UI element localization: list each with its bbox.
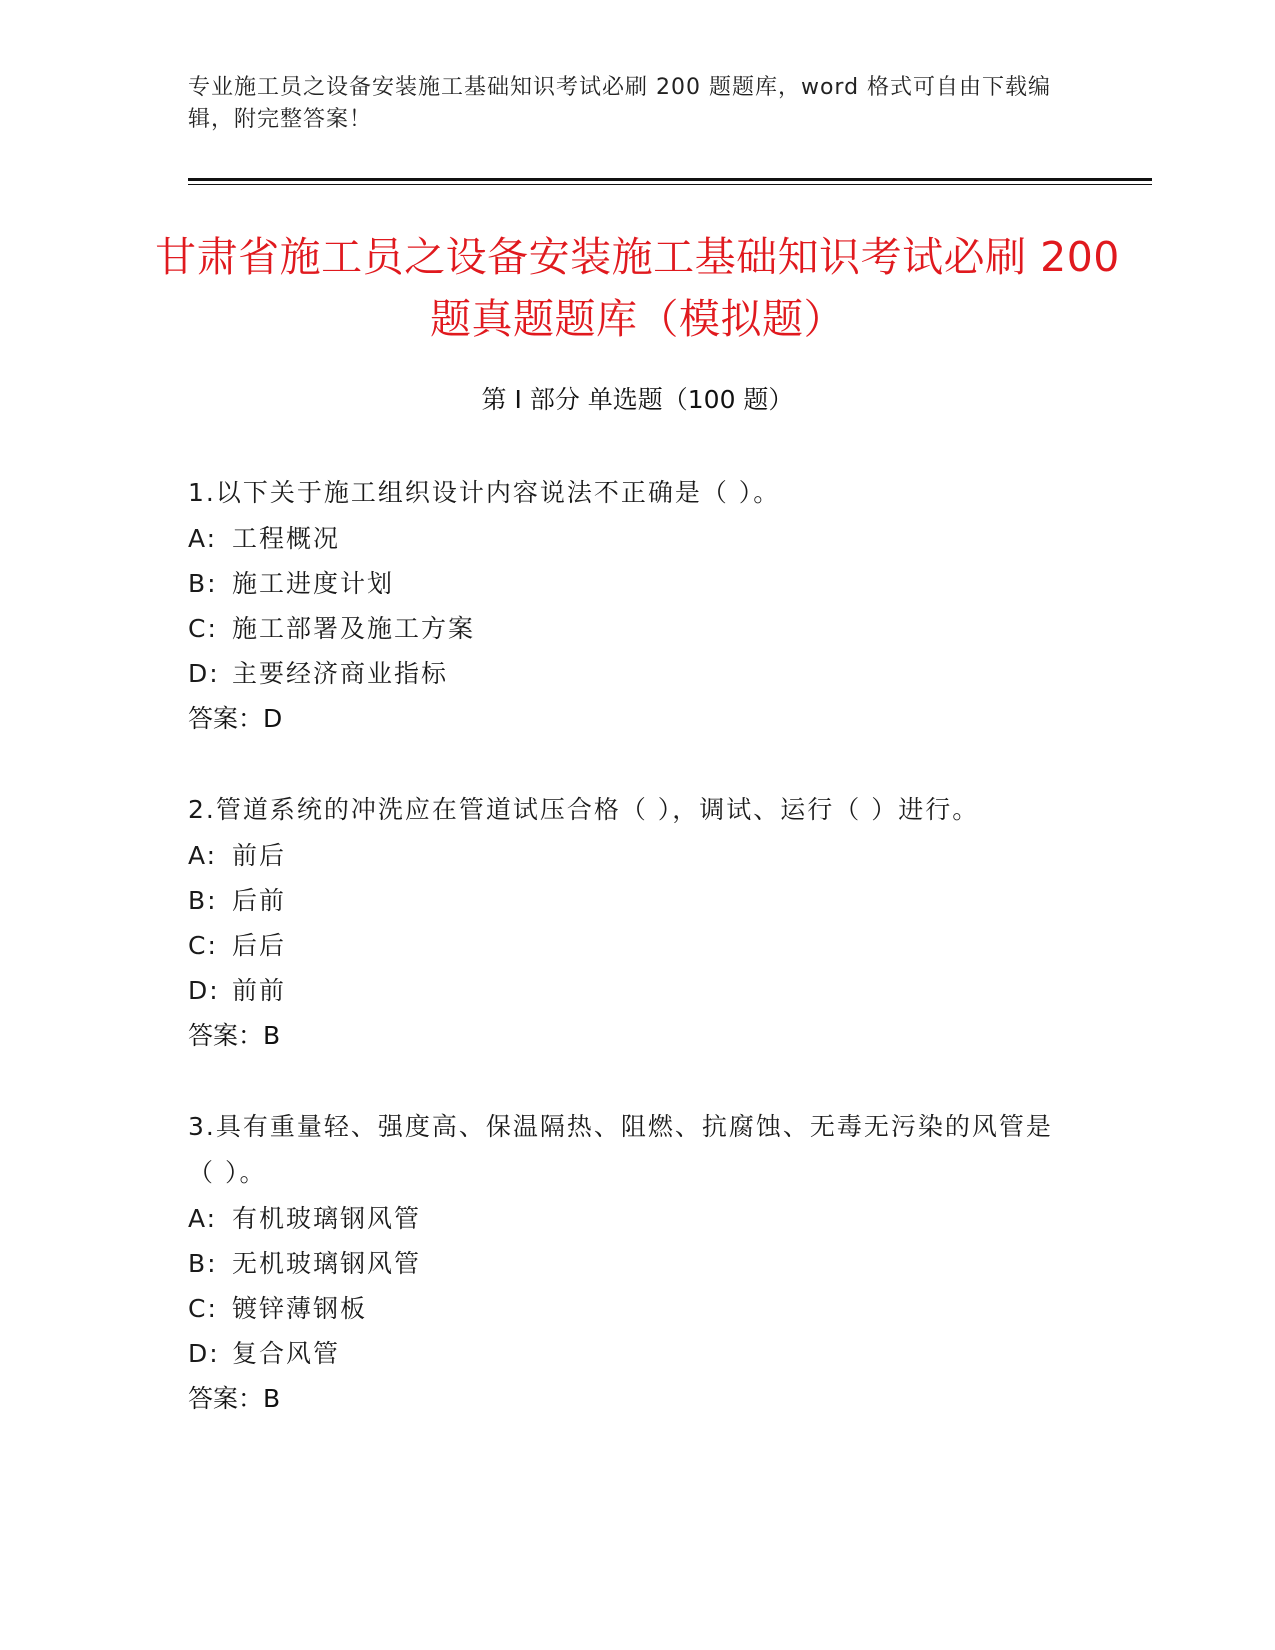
option-d (188, 651, 1068, 696)
option-key: B: (188, 886, 218, 915)
option-text: 前后 (232, 841, 287, 870)
option-c (188, 923, 1068, 968)
section-heading: 第 I 部分 单选题（100 题） (481, 385, 794, 414)
option-b (188, 1241, 1068, 1286)
option-text: 工程概况 (232, 524, 341, 553)
option-a (188, 516, 1068, 561)
option-key: A: (188, 841, 218, 870)
option-key: C: (188, 1294, 218, 1323)
question-stem: 2.管道系统的冲洗应在管道试压合格（ ），调试、运行（ ）进行。 (188, 795, 980, 824)
option-key: A: (188, 1204, 218, 1233)
option-text: 后后 (232, 931, 287, 960)
option-text: 镀锌薄钢板 (232, 1294, 368, 1323)
option-text: 后前 (232, 886, 287, 915)
header-note: 专业施工员之设备安装施工基础知识考试必刷 200 题题库，word 格式可自由下载编辑，附完整答案！ (188, 75, 1052, 132)
document-title: 甘肃省施工员之设备安装施工基础知识考试必刷 200 题真题题库（模拟题） (155, 233, 1120, 343)
option-text: 前前 (232, 976, 287, 1005)
option-key: D: (188, 659, 220, 688)
option-a (188, 833, 1068, 878)
answer: 答案：D (188, 704, 283, 733)
option-key: A: (188, 524, 218, 553)
question-2 (188, 787, 1068, 1059)
question-stem: 1.以下关于施工组织设计内容说法不正确是（ ）。 (188, 478, 781, 507)
option-text: 有机玻璃钢风管 (232, 1204, 422, 1233)
option-key: C: (188, 614, 218, 643)
option-key: C: (188, 931, 218, 960)
option-d (188, 968, 1068, 1013)
option-key: D: (188, 1339, 220, 1368)
option-text: 主要经济商业指标 (232, 659, 449, 688)
option-text: 复合风管 (232, 1339, 341, 1368)
option-b (188, 561, 1068, 606)
option-key: B: (188, 569, 218, 598)
answer: 答案：B (188, 1021, 281, 1050)
option-b (188, 878, 1068, 923)
option-text: 无机玻璃钢风管 (232, 1249, 422, 1278)
option-d (188, 1331, 1068, 1376)
option-text: 施工部署及施工方案 (232, 614, 476, 643)
option-key: B: (188, 1249, 218, 1278)
option-c (188, 606, 1068, 651)
question-stem: 3.具有重量轻、强度高、保温隔热、阻燃、抗腐蚀、无毒无污染的风管是（ ）。 (188, 1112, 1053, 1187)
answer: 答案：B (188, 1384, 281, 1413)
header-divider (188, 178, 1152, 181)
question-1 (188, 470, 1068, 742)
header-divider-thin (188, 184, 1152, 185)
option-a (188, 1196, 1068, 1241)
option-key: D: (188, 976, 220, 1005)
option-c (188, 1286, 1068, 1331)
question-3 (188, 1104, 1068, 1422)
option-text: 施工进度计划 (232, 569, 395, 598)
